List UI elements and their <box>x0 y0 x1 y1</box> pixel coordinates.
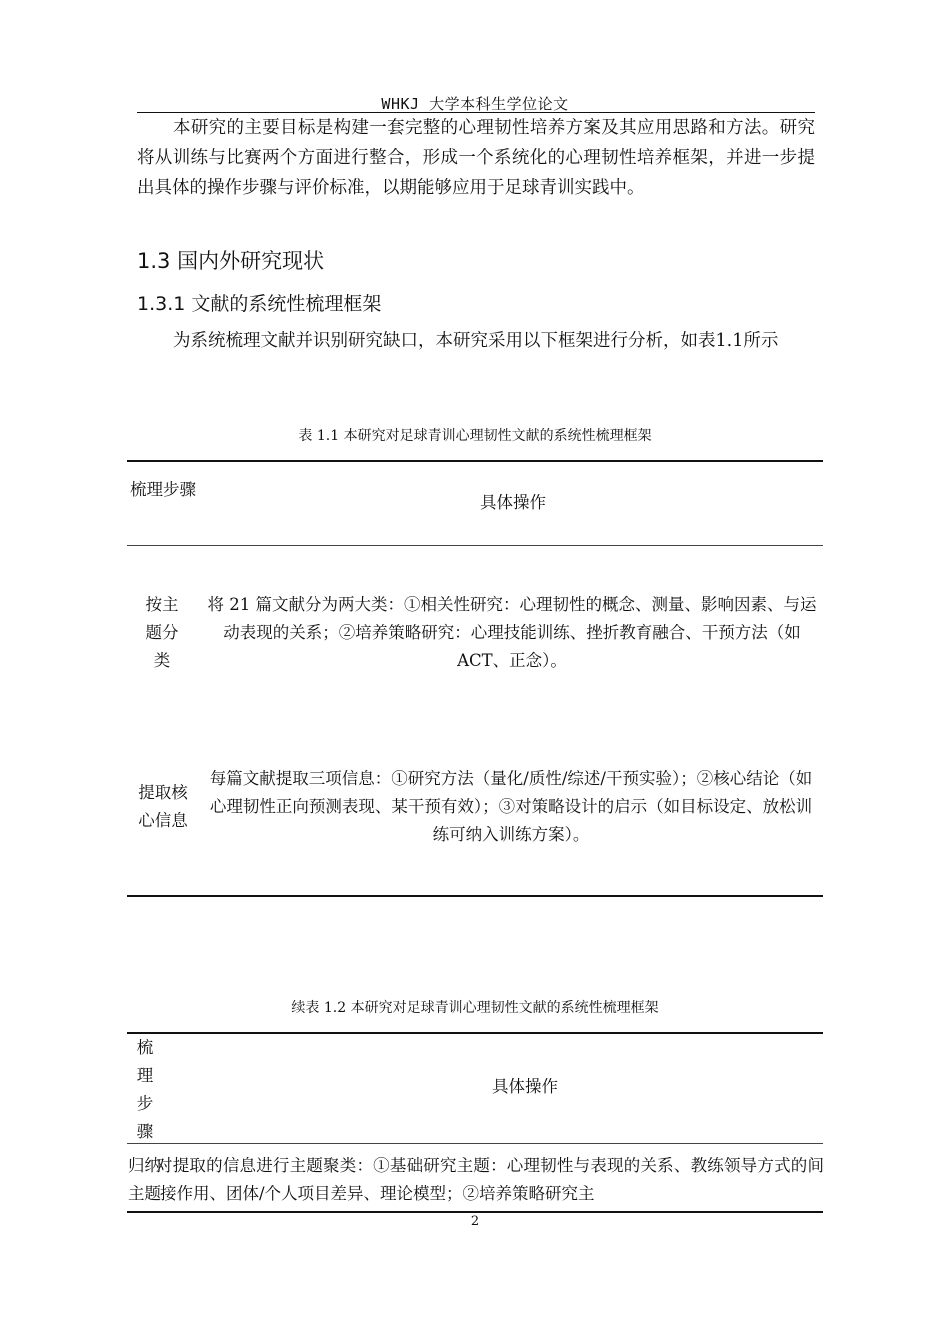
table1-row-action: 将 21 篇文献分为两大类：①相关性研究：心理韧性的概念、测量、影响因素、与运动表现的关系；②培养策略研究：心理技能训练、挫折教育融合、干预方法（如 ACT、正念）。 <box>207 595 817 670</box>
subsection-heading: 1.3.1 文献的系统性梳理框架 <box>137 293 382 315</box>
table2-bottom-rule <box>127 1211 823 1213</box>
table2-row-action: 对提取的信息进行主题聚类：①基础研究主题：心理韧性与表现的关系、教练领导方式的间接作用、团体/个人项目差异、理论模型；②培养策略研究主 <box>156 1156 824 1203</box>
table1-row-action: 每篇文献提取三项信息：①研究方法（量化/质性/综述/干预实验）；②核心结论（如心理韧性正向预测表现、某干预有效）；③对策略设计的启示（如目标设定、放松训练可纳入训练方案）。 <box>209 769 813 844</box>
table1-top-rule <box>127 460 823 462</box>
table2-row-step: 归纳主题 <box>128 1156 161 1203</box>
table2-header-rule <box>127 1143 823 1144</box>
table1-caption: 表 1.1 本研究对足球青训心理韧性文献的系统性梳理框架 <box>298 428 652 444</box>
section-heading: 1.3 国内外研究现状 <box>137 249 325 273</box>
table1-row-step: 提取核心信息 <box>138 783 188 830</box>
table2-caption: 续表 1.2 本研究对足球青训心理韧性文献的系统性梳理框架 <box>291 1000 659 1016</box>
section-paragraph: 为系统梳理文献并识别研究缺口，本研究采用以下框架进行分析，如表1.1所示 <box>173 331 779 351</box>
table2-header-step: 梳理步骤 <box>136 1038 154 1141</box>
table1-row-step: 按主题分类 <box>145 595 179 670</box>
table2-top-rule <box>127 1032 823 1034</box>
table1-header-rule <box>127 545 823 546</box>
table1-bottom-rule <box>127 895 823 897</box>
table2-header-action: 具体操作 <box>492 1077 558 1096</box>
intro-paragraph: 本研究的主要目标是构建一套完整的心理韧性培养方案及其应用思路和方法。研究将从训练与比赛两个方面进行整合，形成一个系统化的心理韧性培养框架，并进一步提出具体的操作步骤与评价标准，以期能够应用于足球青训实践中。 <box>137 118 815 198</box>
running-header: WHKJ 大学本科生学位论文 <box>381 95 569 113</box>
table1-header-step: 梳理步骤 <box>130 480 196 499</box>
table1-header-action: 具体操作 <box>480 493 546 512</box>
page-number: 2 <box>470 1214 480 1229</box>
